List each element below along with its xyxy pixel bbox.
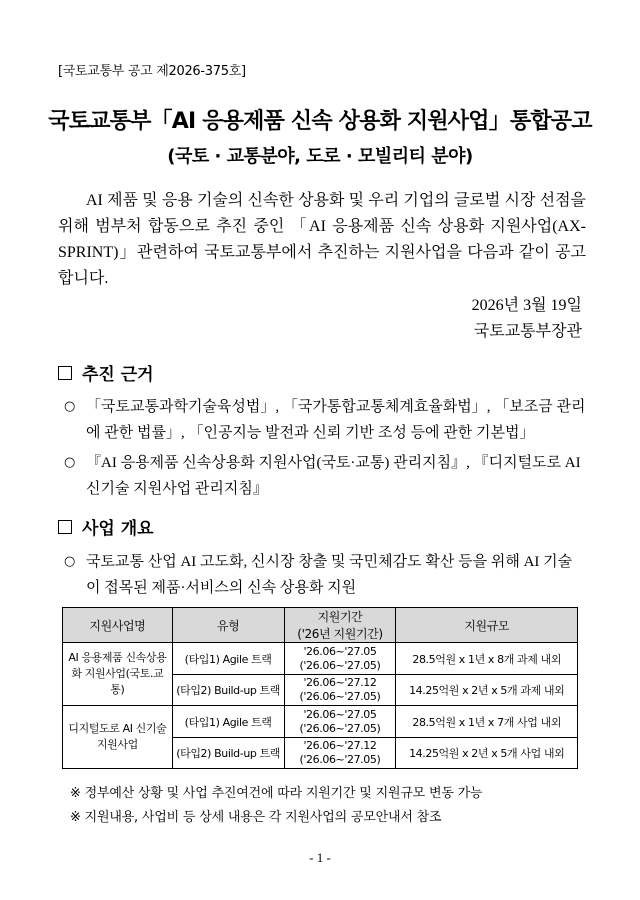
program-name: AI 응용제품 신속상용화 지원사업(국토.교통) [63, 643, 173, 706]
page-title: 국토교통부「AI 응용제품 신속 상용화 지원사업」통합공고 [48, 109, 592, 134]
section-basis-heading [58, 360, 154, 385]
basis-bullet-1-text: 「국토교통과학기술육성법」, 「국가통합교통체계효율화법」, 「보조금 관리에 관한 법률」, 「인공지능 발전과 신뢰 기반 조성 등에 관한 기본법」 [86, 399, 586, 441]
circle-bullet-icon: ○ [64, 554, 76, 569]
section-overview-heading [58, 514, 154, 539]
scale-cell: 28.5억원 x 1년 x 7개 사업 내외 [396, 706, 578, 738]
program-name: 디지털도로 AI 신기술 지원사업 [63, 706, 173, 769]
scale-cell: 14.25억원 x 2년 x 5개 사업 내외 [396, 738, 578, 769]
scale-cell: 28.5억원 x 1년 x 8개 과제 내외 [396, 643, 578, 675]
section-basis-title: 추진 근거 [82, 365, 154, 385]
table-row [63, 643, 578, 675]
basis-bullet-2-text: 『AI 응용제품 신속상용화 지원사업(국토·교통) 관리지침』, 『디지털도로 AI 신기술 지원사업 관리지침』 [86, 455, 581, 497]
section-overview-title: 사업 개요 [82, 519, 154, 539]
type-cell: (타입2) Build-up 트랙 [172, 738, 284, 769]
header-program: 지원사업명 [63, 608, 173, 643]
period-main: '26.06~'27.05 [303, 644, 377, 658]
type-cell: (타입1) Agile 트랙 [172, 706, 284, 738]
period-main: '26.06~'27.05 [303, 707, 377, 721]
overview-bullet-1-text: 국토교통 산업 AI 고도화, 신시장 창출 및 국민체감도 확산 등을 위해 AI 기술이 접목된 제품·서비스의 신속 상용화 지원 [86, 554, 573, 596]
basis-bullet-1 [64, 394, 586, 446]
basis-bullet-2 [64, 450, 586, 502]
notice-number: [국토교통부 공고 제2026-375호] [58, 64, 246, 79]
circle-bullet-icon: ○ [64, 455, 76, 470]
table-row [63, 706, 578, 738]
header-period-sub: ('26년 지원기간) [297, 627, 383, 641]
period-main: '26.06~'27.12 [303, 739, 377, 752]
circle-bullet-icon: ○ [64, 399, 76, 414]
period-sub: ('26.06~'27.05) [299, 690, 381, 703]
period-sub: ('26.06~'27.05) [299, 753, 381, 766]
square-bullet-icon [58, 366, 72, 380]
announcement-date: 2026년 3월 19일 [471, 297, 582, 314]
header-type: 유형 [172, 608, 284, 643]
scale-cell: 14.25억원 x 2년 x 5개 과제 내외 [396, 675, 578, 706]
header-period [284, 608, 396, 643]
note-2: ※ 지원내용, 사업비 등 상세 내용은 각 지원사업의 공모안내서 참조 [70, 810, 442, 825]
type-cell: (타입2) Build-up 트랙 [172, 675, 284, 706]
period-sub: ('26.06~'27.05) [299, 658, 381, 672]
period-cell [284, 675, 396, 706]
intro-paragraph [58, 188, 586, 292]
type-cell: (타입1) Agile 트랙 [172, 643, 284, 675]
page-number: - 1 - [309, 850, 331, 865]
period-cell [284, 738, 396, 769]
intro-text: AI 제품 및 응용 기술의 신속한 상용화 및 우리 기업의 글로벌 시장 선점을 위해 범부처 합동으로 추진 중인 「AI 응용제품 신속 상용화 지원사업(AX-SPRINT)」관련하여 국토교통부에서 추진하는 지원사업을 다음과 같이 공고합니다. [58, 192, 586, 287]
period-cell [284, 706, 396, 738]
period-cell [284, 643, 396, 675]
header-scale: 지원규모 [396, 608, 578, 643]
issuer: 국토교통부장관 [473, 323, 582, 340]
period-sub: ('26.06~'27.05) [299, 721, 381, 735]
note-1: ※ 정부예산 상황 및 사업 추진여건에 따라 지원기간 및 지원규모 변동 가능 [70, 786, 483, 801]
page-subtitle: (국토 · 교통분야, 도로 · 모빌리티 분야) [167, 146, 473, 167]
support-table [62, 607, 578, 769]
overview-bullet-1 [64, 549, 586, 601]
period-main: '26.06~'27.12 [303, 676, 377, 689]
square-bullet-icon [58, 520, 72, 534]
table-header-row [63, 608, 578, 643]
header-period-main: 지원기간 [317, 610, 363, 624]
